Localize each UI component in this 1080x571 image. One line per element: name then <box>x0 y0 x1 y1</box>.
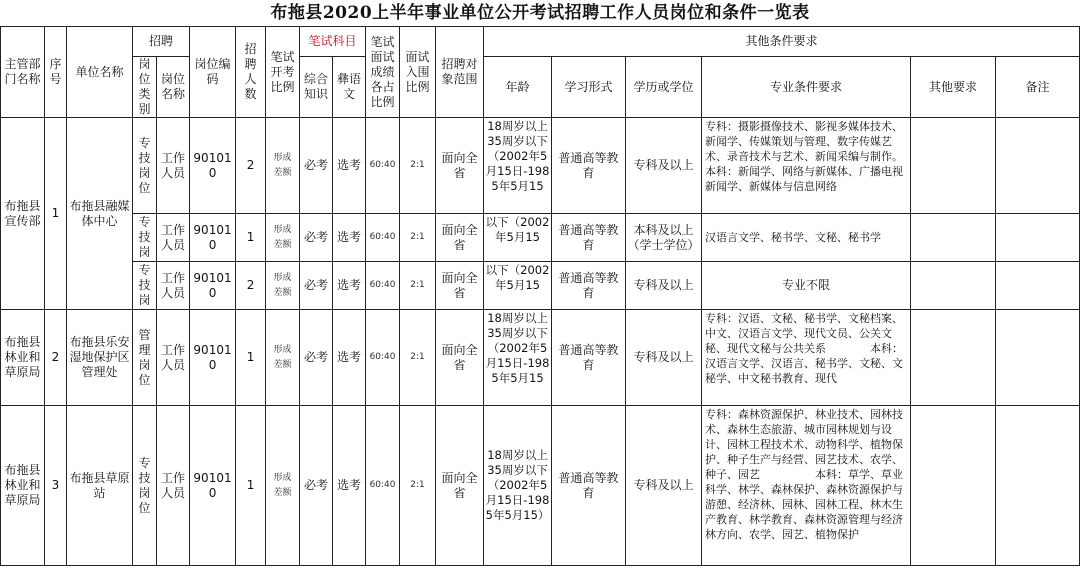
cell-yi: 选考 <box>333 406 366 566</box>
table-row <box>1 118 1080 214</box>
header-score-ratio: 笔试面试成绩各占比例 <box>366 27 400 118</box>
cell-major: 专科：森林资源保护、林业技术、园林技术、森林生态旅游、城市园林规划与设计、园林工程技术术、动物科学、植物保护、种子生产与经营、园艺技术、农学、种子、园艺 本科：草学、草业科学、林学、森林保护、森林资源保护与游憩、经济林、园林、园林工程、林木生产教育、林学教育、森林资源管理与经济林方向、农学、园艺、植物保护 <box>702 406 911 566</box>
cell-unit: 布拖县草原站 <box>67 406 133 566</box>
cell-general: 必考 <box>300 262 333 310</box>
cell-post-code: 901010 <box>190 214 236 262</box>
cell-interview: 2:1 <box>400 310 436 406</box>
cell-ratio: 形成差额 <box>266 214 300 262</box>
cell-yi: 选考 <box>333 214 366 262</box>
header-count: 招聘人数 <box>236 27 266 118</box>
cell-interview: 2:1 <box>400 262 436 310</box>
header-other: 其他要求 <box>911 57 996 118</box>
cell-count: 1 <box>236 310 266 406</box>
cell-post-code: 901010 <box>190 118 236 214</box>
cell-study-form: 普通高等教育 <box>552 214 626 262</box>
cell-study-form: 普通高等教育 <box>552 262 626 310</box>
cell-remark <box>996 118 1080 214</box>
cell-ratio: 形成差额 <box>266 118 300 214</box>
cell-major: 专科：汉语、文秘、秘书学、文秘档案、中文、汉语言文学、现代文员、公关文秘、现代文秘与公共关系 本科：汉语言文学、汉语言、秘书学、文秘、文秘学、中文秘书教育、现代 <box>702 310 911 406</box>
cell-study-form: 普通高等教育 <box>552 310 626 406</box>
cell-age: 18周岁以上35周岁以下（2002年5月15日-1985年5月15 <box>484 310 552 406</box>
header-seq: 序号 <box>45 27 67 118</box>
cell-general: 必考 <box>300 214 333 262</box>
cell-remark <box>996 214 1080 262</box>
cell-post-name: 工作人员 <box>157 118 190 214</box>
header-age: 年龄 <box>484 57 552 118</box>
cell-score-ratio: 60:40 <box>366 118 400 214</box>
cell-post-type: 专技岗位 <box>133 118 157 214</box>
cell-education: 本科及以上（学士学位） <box>626 214 702 262</box>
cell-target: 面向全省 <box>436 406 484 566</box>
cell-score-ratio: 60:40 <box>366 262 400 310</box>
cell-ratio: 形成差额 <box>266 262 300 310</box>
cell-interview: 2:1 <box>400 406 436 566</box>
cell-other <box>911 118 996 214</box>
cell-interview: 2:1 <box>400 118 436 214</box>
cell-target: 面向全省 <box>436 310 484 406</box>
cell-age: 以下（2002年5月15 <box>484 214 552 262</box>
cell-score-ratio: 60:40 <box>366 406 400 566</box>
cell-dept: 布拖县林业和草原局 <box>1 310 45 406</box>
cell-post-type: 管理岗位 <box>133 310 157 406</box>
cell-major: 汉语言文学、秘书学、文秘、秘书学 <box>702 214 911 262</box>
header-recruit: 招聘 <box>133 27 190 57</box>
cell-count: 2 <box>236 118 266 214</box>
cell-seq: 1 <box>45 118 67 310</box>
header-major: 专业条件要求 <box>702 57 911 118</box>
table-row <box>1 262 1080 310</box>
cell-unit: 布拖县融媒体中心 <box>67 118 133 310</box>
cell-age: 18周岁以上35周岁以下（2002年5月15日-1985年5月15） <box>484 406 552 566</box>
cell-ratio: 形成差额 <box>266 310 300 406</box>
cell-other <box>911 214 996 262</box>
cell-post-name: 工作人员 <box>157 262 190 310</box>
header-target: 招聘对象范围 <box>436 27 484 118</box>
cell-post-name: 工作人员 <box>157 310 190 406</box>
cell-target: 面向全省 <box>436 262 484 310</box>
cell-yi: 选考 <box>333 118 366 214</box>
header-ratio: 笔试开考比例 <box>266 27 300 118</box>
cell-education: 专科及以上 <box>626 118 702 214</box>
recruitment-table <box>0 26 1080 566</box>
table-row <box>1 406 1080 566</box>
cell-remark <box>996 262 1080 310</box>
cell-education: 专科及以上 <box>626 262 702 310</box>
cell-other <box>911 310 996 406</box>
cell-count: 1 <box>236 214 266 262</box>
cell-age: 以下（2002年5月15 <box>484 262 552 310</box>
cell-interview: 2:1 <box>400 214 436 262</box>
header-post-type: 岗位类别 <box>133 57 157 118</box>
cell-major: 专业不限 <box>702 262 911 310</box>
cell-count: 1 <box>236 406 266 566</box>
cell-dept: 布拖县林业和草原局 <box>1 406 45 566</box>
cell-score-ratio: 60:40 <box>366 310 400 406</box>
cell-other <box>911 406 996 566</box>
cell-post-code: 901010 <box>190 262 236 310</box>
header-interview-ratio: 面试入围比例 <box>400 27 436 118</box>
cell-education: 专科及以上 <box>626 310 702 406</box>
cell-post-name: 工作人员 <box>157 406 190 566</box>
table-row <box>1 310 1080 406</box>
cell-major: 专科：摄影摄像技术、影视多媒体技术、新闻学、传媒策划与管理、数字传媒艺术、录音技术与艺术、新闻采编与制作。本科：新闻学、网络与新媒体、广播电视新闻学、新媒体与信息网络 <box>702 118 911 214</box>
cell-score-ratio: 60:40 <box>366 214 400 262</box>
header-post-code: 岗位编码 <box>190 27 236 118</box>
header-subj-yi: 彝语文 <box>333 57 366 118</box>
header-study-form: 学习形式 <box>552 57 626 118</box>
cell-general: 必考 <box>300 118 333 214</box>
header-post-name: 岗位名称 <box>157 57 190 118</box>
header-dept: 主管部门名称 <box>1 27 45 118</box>
header-remark: 备注 <box>996 57 1080 118</box>
cell-unit: 布拖县乐安湿地保护区管理处 <box>67 310 133 406</box>
cell-post-name: 工作人员 <box>157 214 190 262</box>
page-title: 布拖县2020上半年事业单位公开考试招聘工作人员岗位和条件一览表 <box>270 3 810 23</box>
cell-remark <box>996 406 1080 566</box>
cell-post-type: 专技岗位 <box>133 406 157 566</box>
cell-age: 18周岁以上35周岁以下（2002年5月15日-1985年5月15 <box>484 118 552 214</box>
cell-study-form: 普通高等教育 <box>552 406 626 566</box>
header-subj-general: 综合知识 <box>300 57 333 118</box>
cell-seq: 2 <box>45 310 67 406</box>
cell-count: 2 <box>236 262 266 310</box>
cell-seq: 3 <box>45 406 67 566</box>
cell-post-code: 901010 <box>190 406 236 566</box>
cell-dept: 布拖县宣传部 <box>1 118 45 310</box>
cell-post-type: 专技岗 <box>133 214 157 262</box>
cell-target: 面向全省 <box>436 214 484 262</box>
header-unit: 单位名称 <box>67 27 133 118</box>
cell-other <box>911 262 996 310</box>
cell-yi: 选考 <box>333 262 366 310</box>
cell-post-code: 901010 <box>190 310 236 406</box>
cell-study-form: 普通高等教育 <box>552 118 626 214</box>
header-subjects: 笔试科目 <box>300 27 366 57</box>
cell-yi: 选考 <box>333 310 366 406</box>
cell-general: 必考 <box>300 310 333 406</box>
header-education: 学历或学位 <box>626 57 702 118</box>
header-other-conditions: 其他条件要求 <box>484 27 1080 57</box>
cell-general: 必考 <box>300 406 333 566</box>
cell-education: 专科及以上 <box>626 406 702 566</box>
cell-post-type: 专技岗 <box>133 262 157 310</box>
cell-target: 面向全省 <box>436 118 484 214</box>
cell-remark <box>996 310 1080 406</box>
table-row <box>1 214 1080 262</box>
cell-ratio: 形成差额 <box>266 406 300 566</box>
